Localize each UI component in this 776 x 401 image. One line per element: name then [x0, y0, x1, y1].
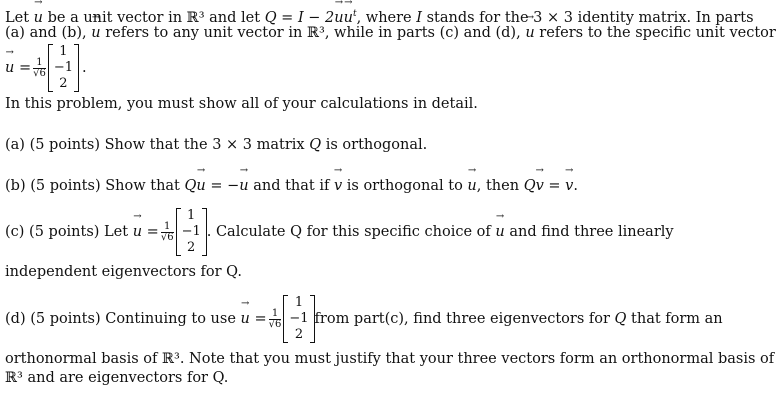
part-d: (d) (5 points) Continuing to use → u = $\frac{1}{√6}$ 1 −1 2 from part(c), find three eigenvectors for Q that form an: [5, 295, 723, 343]
vector-u: → u: [5, 59, 14, 77]
column-vector: 1 −1 2: [48, 44, 79, 92]
r3-symbol: ℝ³: [186, 9, 205, 26]
identity-symbol: I: [416, 9, 422, 26]
fraction: $\frac{1}{√6}$: [268, 307, 282, 330]
vector-u: → u: [525, 24, 534, 42]
part-a: (a) (5 points) Show that the 3 × 3 matrix Q is orthogonal.: [5, 137, 428, 153]
part-b: (b) (5 points) Show that Q→ u = −→ u and that if → v is orthogonal to → u, then Q→ v = → v.: [5, 177, 578, 195]
intro-text: refers to any unit vector in: [100, 25, 307, 41]
instruction-text: In this problem, you must show all of your calculations in detail.: [5, 96, 478, 112]
intro-text: and let: [204, 9, 265, 26]
vector-definition: → u = $\frac{1}{√6}$ 1 −1 2 .: [5, 44, 87, 92]
intro-text: , while in parts (c) and (d),: [324, 25, 526, 41]
part-c-line-2: independent eigenvectors for Q.: [5, 264, 242, 280]
transpose-superscript: t: [352, 9, 357, 19]
part-d-line-3: ℝ³ and are eigenvectors for Q.: [5, 370, 229, 386]
column-vector: 1 −1 2: [283, 295, 314, 343]
vector-u: → u: [334, 9, 343, 27]
intro-line-2: [5, 24, 776, 42]
intro-text: stands for the 3 × 3 identity matrix. In parts: [421, 9, 754, 26]
intro-text: be a unit vector in: [43, 9, 187, 26]
vector-u: → u: [91, 24, 100, 42]
intro-text: Let: [5, 9, 34, 26]
fraction: $\frac{1}{√6}$: [160, 220, 174, 243]
fraction: $\frac{1}{√6}$: [33, 56, 46, 79]
vector-u: → u: [344, 9, 353, 27]
column-vector: 1 −1 2: [176, 208, 207, 256]
intro-text: , where: [356, 9, 417, 26]
r3-symbol: ℝ³: [306, 25, 325, 41]
intro-text: refers to the specific unit vector: [534, 25, 776, 41]
vector-u: → u: [34, 9, 43, 27]
part-c: (c) (5 points) Let → u = $\frac{1}{√6}$ 1 −1 2 . Calculate Q for this specific choice of → u and find three linearly: [5, 208, 674, 256]
intro-text: (a) and (b),: [5, 25, 92, 41]
part-d-line-2: orthonormal basis of ℝ³. Note that you must justify that your three vectors form an orthonormal basis of: [5, 351, 775, 367]
q-definition: Q = I − 2: [264, 9, 335, 26]
